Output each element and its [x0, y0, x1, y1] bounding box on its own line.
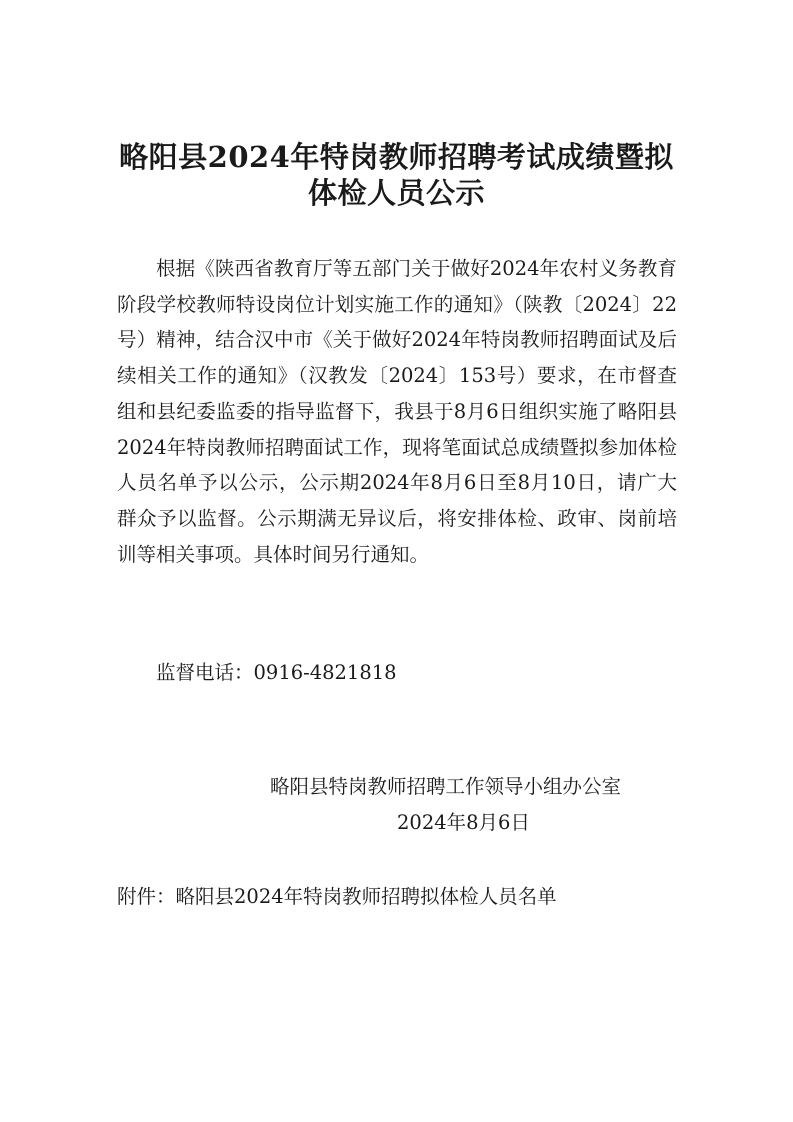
attachment-note: 附件：略阳县2024年特岗教师招聘拟体检人员名单 — [117, 885, 557, 908]
document-title-line-1: 略阳县2024年特岗教师招聘考试成绩暨拟 — [119, 140, 674, 174]
document-title-line-2: 体检人员公示 — [307, 176, 485, 210]
signature-date: 2024年8月6日 — [397, 811, 530, 834]
signature-organization: 略阳县特岗教师招聘工作领导小组办公室 — [270, 775, 622, 798]
supervision-phone: 监督电话：0916-4821818 — [156, 661, 397, 684]
document-body-paragraph: 根据《陕西省教育厅等五部门关于做好2024年农村义务教育阶段学校教师特设岗位计划实施工作的通知》（陕教〔2024〕22号）精神，结合汉中市《关于做好2024年特岗教师招聘面试及后续相关工作的通知》（汉教发〔2024〕153号）要求，在市督查组和县纪委监委的指导监督下，我县于8月6日组织实施了略阳县2024年特岗教师招聘面试工作，现将笔面试总成绩暨拟参加体检人员名单予以公示，公示期2024年8月6日至8月10日，请广大群众予以监督。公示期满无异议后，将安排体检、政审、岗前培训等相关事项。具体时间另行通知。 — [117, 257, 677, 566]
